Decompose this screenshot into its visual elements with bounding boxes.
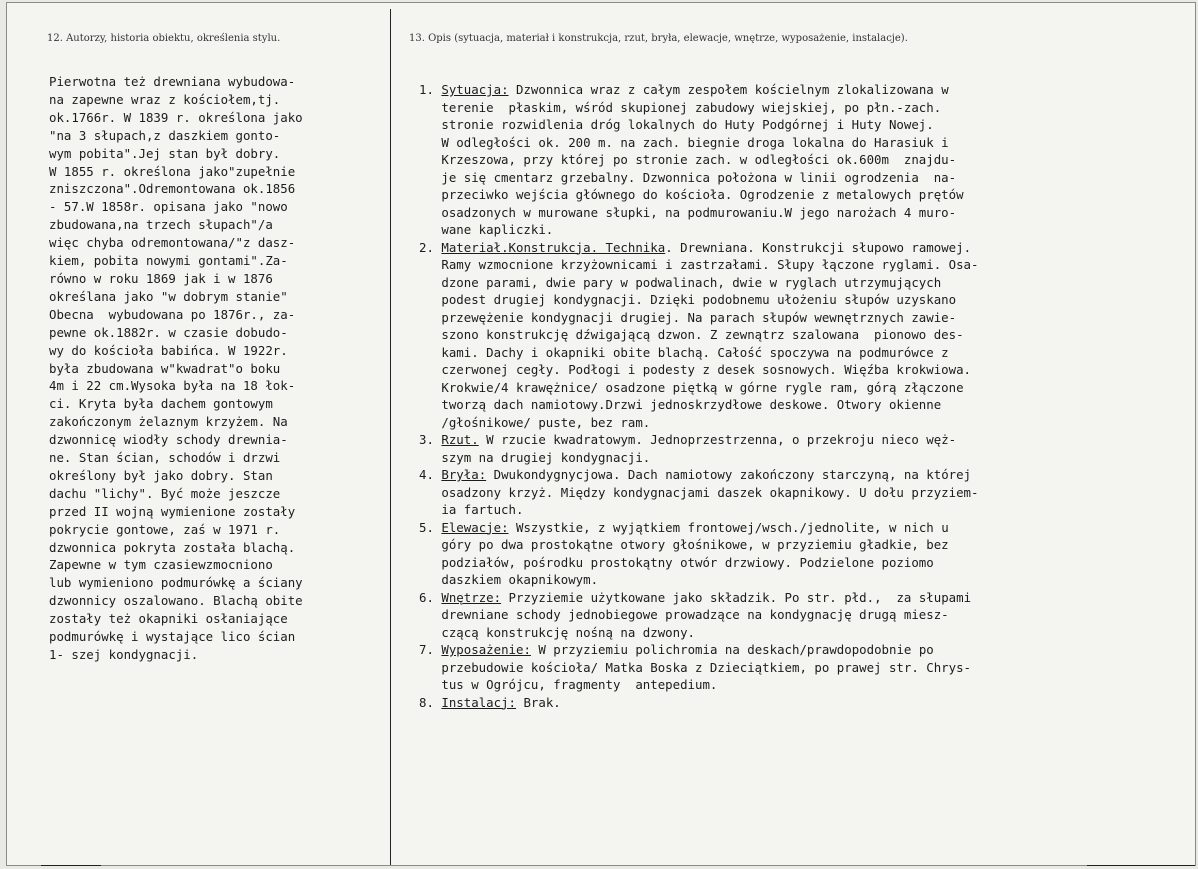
item-continuation-line: dzone parami, dwie pary w podwalinach, dwie w ryglach utrzymujących	[441, 274, 942, 290]
history-line: 1- szej kondygnacji.	[49, 647, 199, 662]
item-number: 8.	[419, 694, 434, 710]
item-number: 1.	[419, 82, 434, 97]
item-continuation-line: szym na drugiej kondygnacji.	[441, 449, 651, 465]
item-text: . Drewniana. Konstrukcji słupowo ramowej.	[665, 239, 972, 255]
description-item	[419, 519, 978, 589]
history-line: pewne ok.1882r. w czasie dobudo-	[49, 324, 288, 340]
item-text: Przyziemie użytkowane jako składzik. Po str. płd., za słupami	[501, 589, 972, 605]
description-item	[419, 694, 978, 712]
item-text: Wszystkie, z wyjątkiem frontowej/wsch./jednolite, w nich u	[508, 519, 949, 535]
description-item	[419, 466, 978, 519]
history-line: podmurówkę i wystające lico ścian	[49, 629, 296, 645]
history-line: Pierwotna też drewniana wybudowa-	[49, 74, 296, 89]
item-number: 3.	[419, 432, 434, 447]
item-text: Dzwonnica wraz z całym zespołem kościelnym zlokalizowana w	[508, 82, 949, 97]
history-line: zostały też okapniki osłaniające	[49, 611, 288, 627]
item-heading: Rzut.	[441, 432, 479, 447]
history-line: była zbudowana w"kwadrat"o boku	[49, 360, 281, 376]
history-line: wym pobita".Jej stan był dobry.	[49, 145, 281, 161]
description-item-first-line	[419, 641, 978, 659]
description-item-first-line	[419, 81, 978, 99]
description-item	[419, 641, 978, 694]
history-text	[49, 73, 303, 664]
item-text: Brak.	[516, 694, 561, 710]
item-continuation-line: Krokwie/4 krawężnice/ osadzone piętką w górne rygle ram, górą złączone	[441, 379, 964, 395]
description-item-first-line	[419, 589, 978, 607]
history-line: wy do kościoła babińca. W 1922r.	[49, 342, 288, 358]
history-line: dachu "lichy". Być może jeszcze	[49, 485, 281, 501]
section-13-header: 13. Opis (sytuacja, materiał i konstrukcja, rzut, bryła, elewacje, wnętrze, wyposażenie, instalacje).	[409, 33, 908, 44]
history-line: równo w roku 1869 jak i w 1876	[49, 270, 273, 286]
document-sheet	[6, 2, 1196, 866]
history-line: Obecna wybudowana po 1876r., za-	[49, 306, 296, 322]
item-continuation-line: osadzonych w murowane słupki, na podmurowaniu.W jego narożach 4 muro-	[441, 204, 957, 220]
item-continuation-line: wane kapliczki.	[441, 222, 554, 237]
history-line: lub wymieniono podmurówkę a ściany	[49, 575, 303, 591]
history-line: zniszczona".Odremontowana ok.1856	[49, 181, 296, 197]
item-number: 7.	[419, 642, 434, 657]
history-line: kiem, pobita nowymi gontami".Za-	[49, 253, 288, 269]
item-continuation-line: tworzą dach namiotowy.Drzwi jednoskrzydłowe deskowe. Otwory okienne	[441, 397, 942, 412]
item-text: Dwukondygnycjowa. Dach namiotowy zakończony starczyną, na której	[486, 467, 972, 482]
description-list	[419, 81, 978, 711]
item-continuation-line: osadzony krzyż. Między kondygnacjami daszek okapnikowy. U dołu przyziem-	[441, 484, 979, 500]
item-number: 2.	[419, 239, 434, 255]
description-item	[419, 589, 978, 642]
history-line: dzwonnicy oszalowano. Blachą obite	[49, 593, 303, 609]
history-line: zakończonym żelaznym krzyżem. Na	[49, 414, 288, 430]
item-continuation-line: terenie płaskim, wśród skupionej zabudowy wiejskiej, po płn.-zach.	[441, 99, 942, 115]
item-heading: Bryła:	[441, 467, 487, 482]
item-heading: Instalacj:	[441, 694, 516, 710]
item-continuation-line: /głośnikowe/ puste, bez ram.	[441, 414, 651, 430]
item-heading: Wyposażenie:	[441, 642, 531, 657]
section-12-header: 12. Autorzy, historia obiektu, określenia stylu.	[47, 33, 281, 44]
item-continuation-line: Ramy wzmocnione krzyżownicami i zastrzałami. Słupy łączone ryglami. Osa-	[441, 257, 979, 272]
history-line: na zapewne wraz z kościołem,tj.	[49, 91, 281, 107]
item-number: 5.	[419, 519, 434, 535]
history-line: 4m i 22 cm.Wysoka była na 18 łok-	[49, 378, 296, 394]
description-item	[419, 431, 978, 466]
item-heading: Wnętrze:	[441, 589, 502, 605]
item-continuation-line: kami. Dachy i okapniki obite blachą. Całość spoczywa na podmurówce z	[441, 344, 949, 360]
item-heading: Materiał.Konstrukcja. Technika	[441, 239, 666, 255]
history-line: dzwonnica pokryta została blachą.	[49, 539, 296, 555]
bottom-rule-left	[41, 865, 101, 866]
item-number: 6.	[419, 589, 434, 605]
history-line: ne. Stan ścian, schodów i drzwi	[49, 450, 281, 466]
history-line: pokrycie gontowe, zaś w 1971 r.	[49, 521, 281, 537]
history-line: dzwonnicę wiodły schody drewnia-	[49, 432, 288, 448]
description-item-first-line	[419, 431, 978, 449]
history-line: W 1855 r. określona jako"zupełnie	[49, 163, 296, 179]
item-continuation-line: daszkiem okapnikowym.	[441, 572, 599, 587]
item-continuation-line: czerwonej cegły. Podłogi i podesty z desek sosnowych. Więźba krokwiowa.	[441, 362, 972, 377]
history-line: ci. Kryta była dachem gontowym	[49, 396, 273, 412]
column-divider	[390, 9, 391, 865]
history-line: określony był jako dobry. Stan	[49, 467, 273, 483]
item-continuation-line: drewniane schody jednobiegowe prowadzące na kondygnację drugą miesz-	[441, 607, 949, 622]
history-line: Zapewne w tym czasiewzmocniono	[49, 557, 273, 573]
description-item-first-line	[419, 466, 978, 484]
item-number: 4.	[419, 467, 434, 482]
history-line: - 57.W 1858r. opisana jako "nowo	[49, 199, 288, 215]
item-continuation-line: czącą konstrukcję nośną na dzwony.	[441, 624, 696, 640]
description-item	[419, 239, 978, 432]
history-line: zbudowana,na trzech słupach"/a	[49, 217, 273, 233]
item-continuation-line: góry po dwa prostokątne otwory głośnikowe, w przyziemiu gładkie, bez	[441, 537, 949, 552]
item-continuation-line: tus w Ogrójcu, fragmenty antepedium.	[441, 677, 718, 692]
item-continuation-line: przeciwko wejścia głównego do kościoła. Ogrodzenie z metalowych prętów	[441, 187, 964, 202]
item-continuation-line: podest drugiej kondygnacji. Dzięki podobnemu ułożeniu słupów uzyskano	[441, 292, 957, 307]
item-heading: Elewacje:	[441, 519, 509, 535]
description-item-first-line	[419, 519, 978, 537]
item-continuation-line: ia fartuch.	[441, 502, 524, 517]
item-heading: Sytuacja:	[441, 82, 509, 97]
bottom-rule-right	[1087, 865, 1195, 866]
item-continuation-line: je się cmentarz grzebalny. Dzwonnica położona w linii ogrodzenia na-	[441, 169, 957, 185]
history-line: przed II wojną wymienione zostały	[49, 503, 296, 519]
item-continuation-line: W odległości ok. 200 m. na zach. biegnie droga lokalna do Harasiuk i	[441, 134, 949, 150]
history-line: określana jako "w dobrym stanie"	[49, 288, 288, 304]
item-text: W rzucie kwadratowym. Jednoprzestrzenna, o przekroju nieco węż-	[478, 432, 957, 447]
description-item	[419, 81, 978, 239]
item-continuation-line: szono konstrukcję dźwigającą dzwon. Z zewnątrz szalowana pionowo des-	[441, 327, 964, 342]
item-continuation-line: podziałów, pośrodku prostokątny otwór drzwiowy. Podzielone poziomo	[441, 554, 934, 570]
item-continuation-line: stronie rozwidlenia dróg lokalnych do Huty Podgórnej i Huty Nowej.	[441, 117, 934, 132]
item-continuation-line: przebudowie kościoła/ Matka Boska z Dzieciątkiem, po prawej str. Chrys-	[441, 659, 972, 675]
item-text: W przyziemiu polichromia na deskach/prawdopodobnie po	[530, 642, 934, 657]
history-line: więc chyba odremontowana/"z dasz-	[49, 235, 296, 251]
description-item-first-line	[419, 239, 978, 257]
history-line: "na 3 słupach,z daszkiem gonto-	[49, 127, 281, 143]
description-item-first-line	[419, 694, 978, 712]
history-line: ok.1766r. W 1839 r. określona jako	[49, 109, 303, 125]
item-continuation-line: Krzeszowa, przy której po stronie zach. w odległości ok.600m znajdu-	[441, 152, 957, 167]
item-continuation-line: przewężenie kondygnacji drugiej. Na parach słupów wewnętrznych zawie-	[441, 309, 957, 325]
